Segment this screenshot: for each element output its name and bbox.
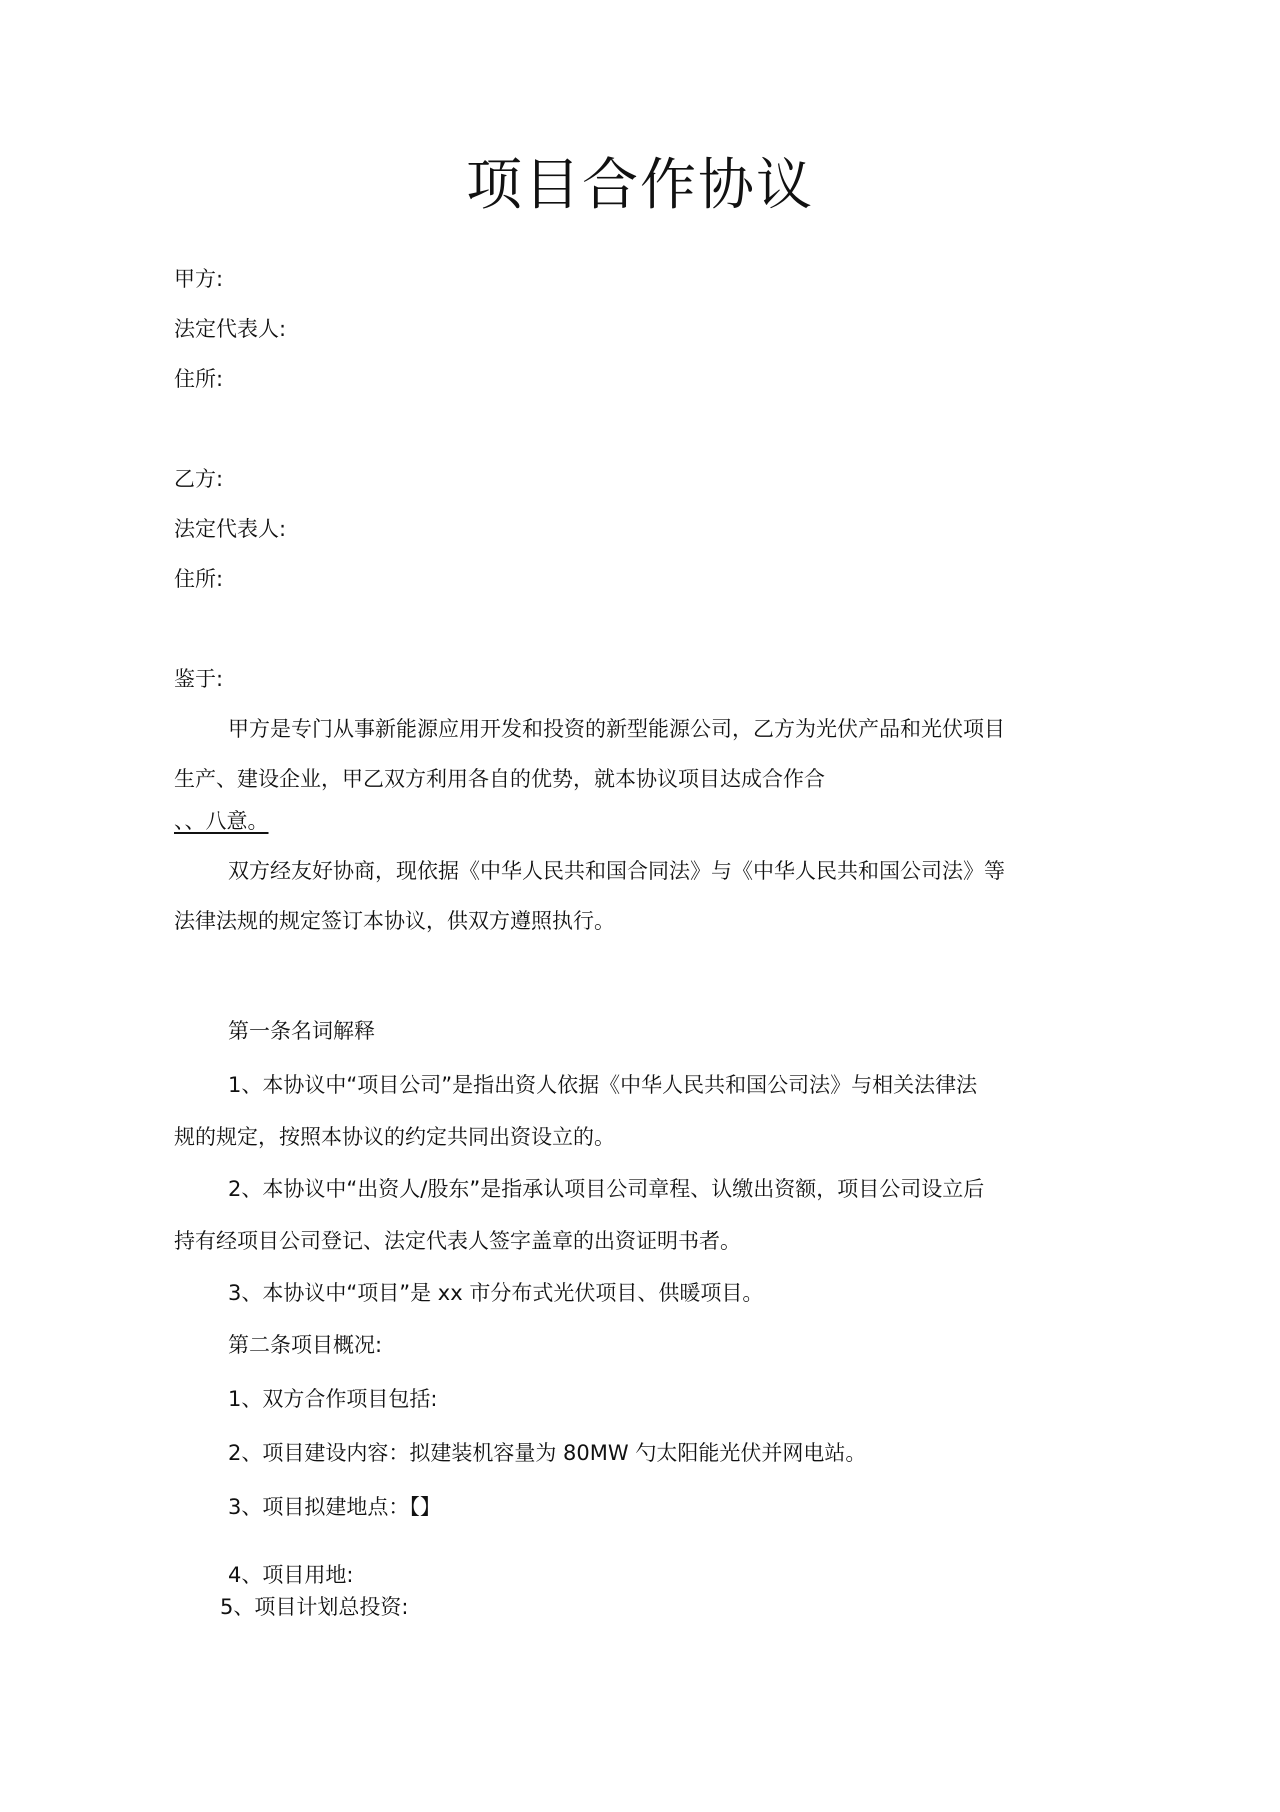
whereas-paragraph-1-line-2: 生产、建设企业，甲乙双方利用各自的优势，就本协议项目达成合作合 xyxy=(174,767,825,791)
party-b-name-label: 乙方: xyxy=(174,467,224,491)
whereas-paragraph-2-line-2: 法律法规的规定签订本协议，供双方遵照执行。 xyxy=(174,909,615,933)
article-1-item-3: 3、本协议中“项目”是 xx 市分布式光伏项目、供暖项目。 xyxy=(228,1281,764,1305)
article-1-item-2-line-2: 持有经项目公司登记、法定代表人签字盖章的出资证明书者。 xyxy=(174,1229,741,1253)
whereas-paragraph-2-line-1: 双方经友好协商，现依据《中华人民共和国合同法》与《中华人民共和国公司法》等 xyxy=(228,859,1005,883)
whereas-label: 鉴于: xyxy=(174,667,224,691)
party-a-rep-label: 法定代表人: xyxy=(174,317,287,341)
article-1-item-1-line-2: 规的规定，按照本协议的约定共同出资设立的。 xyxy=(174,1125,615,1149)
party-b-rep-label: 法定代表人: xyxy=(174,517,287,541)
party-a-name-label: 甲方: xyxy=(174,267,224,291)
party-b-address-label: 住所: xyxy=(174,567,224,591)
article-1-item-1-line-1: 1、本协议中“项目公司”是指出资人依据《中华人民共和国公司法》与相关法律法 xyxy=(228,1073,978,1097)
article-2-item-2: 2、项目建设内容：拟建装机容量为 80MW 勺太阳能光伏并网电站。 xyxy=(228,1441,867,1465)
whereas-paragraph-1-line-3: 、、八意。 xyxy=(174,809,269,833)
whereas-paragraph-1-line-1: 甲方是专门从事新能源应用开发和投资的新型能源公司，乙方为光伏产品和光伏项目 xyxy=(228,717,1005,741)
article-2-item-5: 5、项目计划总投资: xyxy=(220,1595,409,1619)
article-2-item-4: 4、项目用地: xyxy=(228,1563,354,1587)
document-title: 项目合作协议 xyxy=(466,153,814,218)
article-2-item-1: 1、双方合作项目包括: xyxy=(228,1387,438,1411)
article-2-title: 第二条项目概况: xyxy=(228,1333,383,1357)
article-2-item-3: 3、项目拟建地点：【】 xyxy=(228,1495,441,1519)
article-1-title: 第一条名词解释 xyxy=(228,1019,375,1043)
party-a-address-label: 住所: xyxy=(174,367,224,391)
article-1-item-2-line-1: 2、本协议中“出资人/股东”是指承认项目公司章程、认缴出资额，项目公司设立后 xyxy=(228,1177,985,1201)
